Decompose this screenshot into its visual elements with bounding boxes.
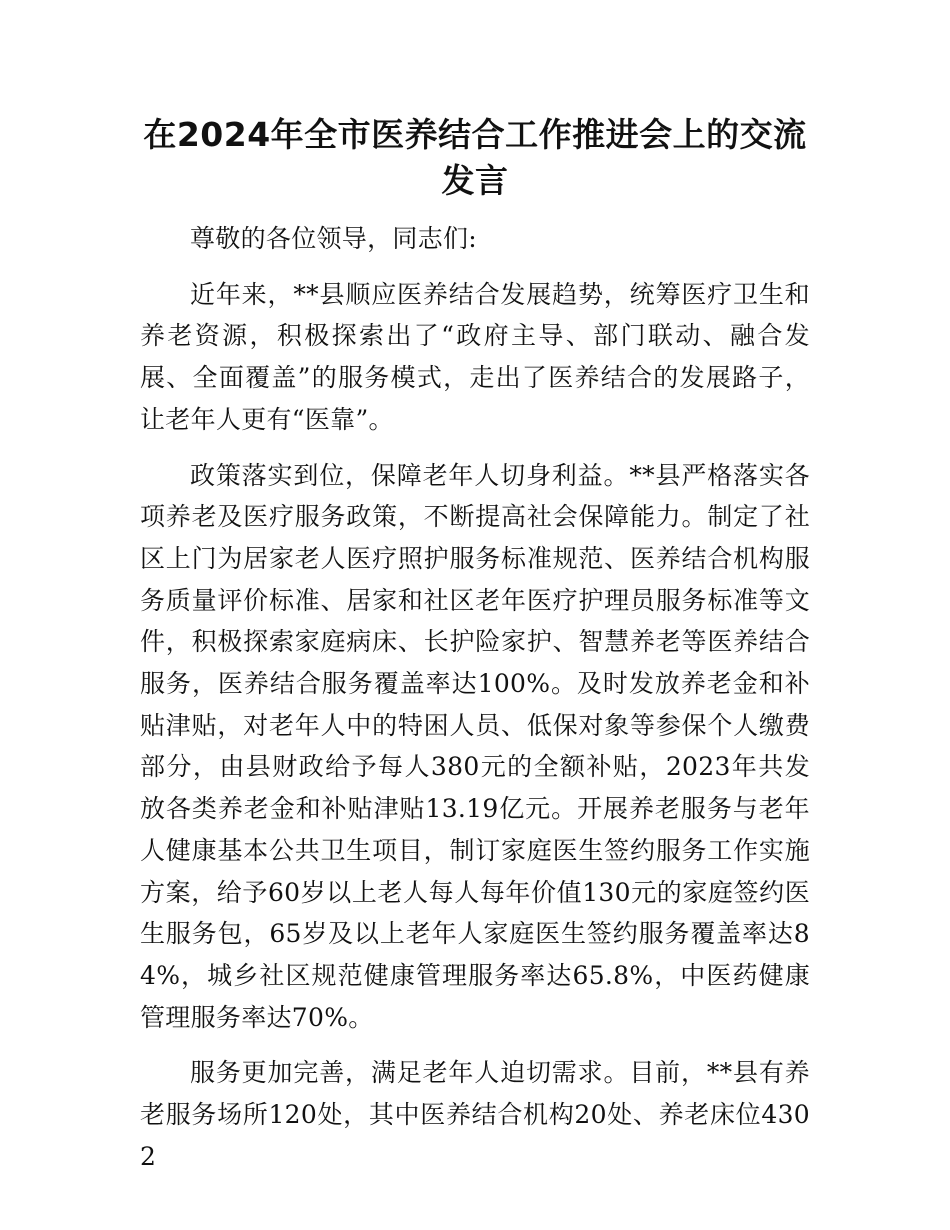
paragraph-service: 服务更加完善，满足老年人迫切需求。目前，**县有养老服务场所120处，其中医养结合机构20处、养老床位4302 — [140, 1058, 810, 1171]
paragraph-policy: 政策落实到位，保障老年人切身利益。**县严格落实各项养老及医疗服务政策，不断提高社会保障能力。制定了社区上门为居家老人医疗照护服务标准规范、医养结合机构服务质量评价标准、居家和社区老年医疗护理员服务标准等文件，积极探索家庭病床、长护险家护、智慧养老等医养结合服务，医养结合服务覆盖率达100%。及时发放养老金和补贴津贴，对老年人中的特困人员、低保对象等参保个人缴费部分，由县财政给予每人380元的全额补贴，2023年共发放各类养老金和补贴津贴13.19亿元。开展养老服务与老年人健康基本公共卫生项目，制订家庭医生签约服务工作实施方案，给予60岁以上老人每人每年价值130元的家庭签约医生服务包，65岁及以上老年人家庭医生签约服务覆盖率达84%，城乡社区规范健康管理服务率达65.8%，中医药健康管理服务率达70%。 — [140, 460, 810, 1032]
paragraph-intro: 近年来，**县顺应医养结合发展趋势，统筹医疗卫生和养老资源，积极探索出了“政府主导、部门联动、融合发展、全面覆盖”的服务模式，走出了医养结合的发展路子，让老年人更有“医靠”。 — [140, 279, 810, 434]
document-title: 在2024年全市医养结合工作推进会上的交流发言 — [143, 115, 807, 200]
document-page — [140, 112, 810, 1177]
salutation: 尊敬的各位领导，同志们: — [190, 224, 478, 253]
